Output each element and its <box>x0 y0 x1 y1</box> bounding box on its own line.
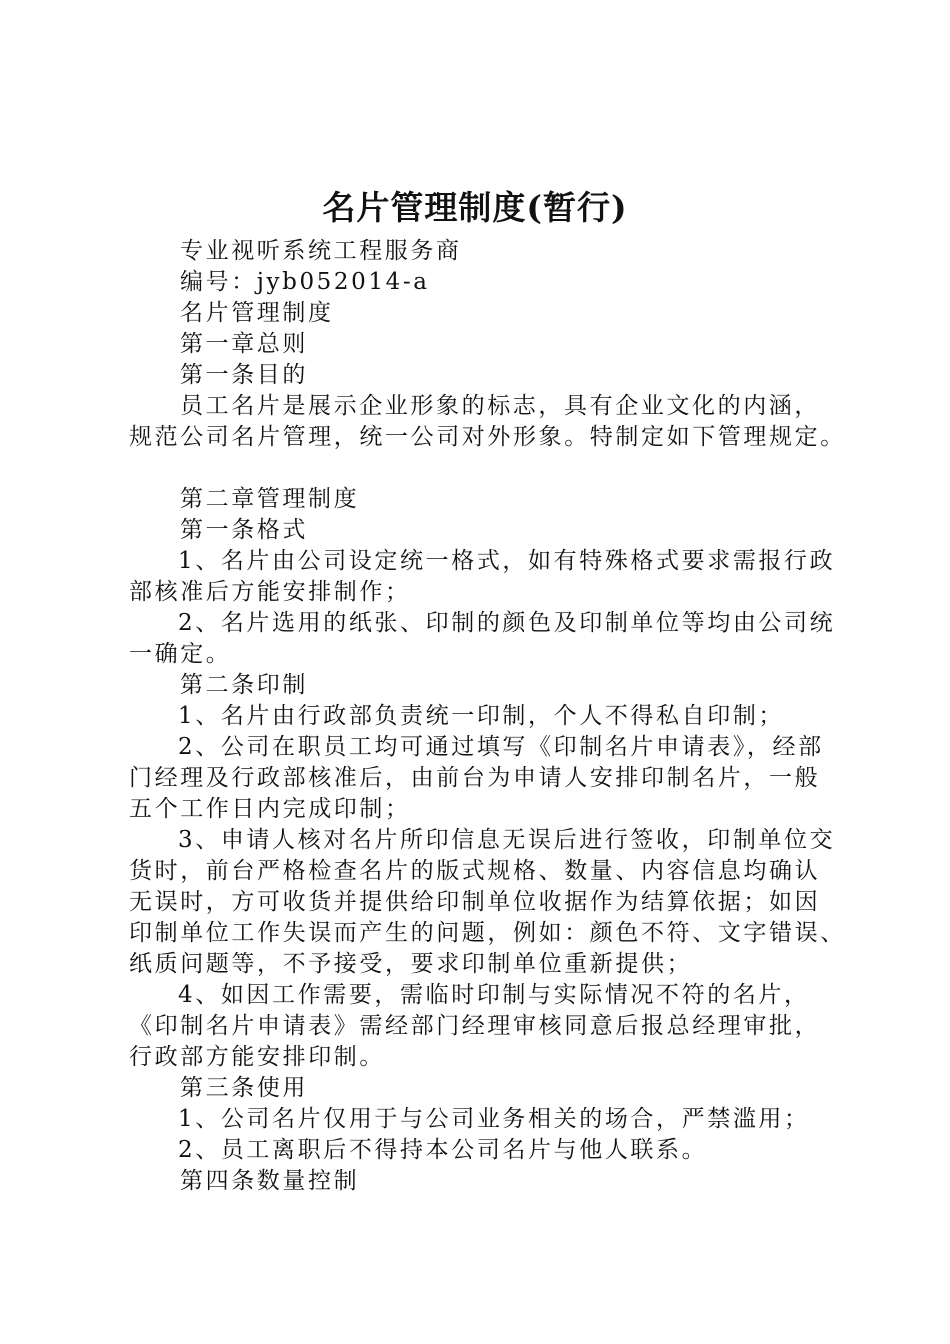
article-heading: 第二条印制 <box>180 672 308 698</box>
chapter-heading: 第一章总则 <box>180 331 308 357</box>
paragraph-line: 一确定。 <box>129 641 232 667</box>
paragraph-line: 《印制名片申请表》需经部门经理审核同意后报总经理审批， <box>129 1013 821 1039</box>
paragraph-line: 门经理及行政部核准后，由前台为申请人安排印制名片，一般 <box>129 765 821 791</box>
article-heading: 第一条目的 <box>180 362 308 388</box>
paragraph-line: 1、名片由行政部负责统一印制，个人不得私自印制； <box>178 703 785 729</box>
paragraph-line: 4、如因工作需要，需临时印制与实际情况不符的名片， <box>178 982 810 1008</box>
paragraph-line: 五个工作日内完成印制； <box>129 796 411 822</box>
chapter-heading: 第二章管理制度 <box>180 486 360 512</box>
paragraph-line: 3、申请人核对名片所印信息无误后进行签收，印制单位交 <box>178 827 836 853</box>
section-heading: 名片管理制度 <box>180 300 334 326</box>
paragraph-line: 无误时，方可收货并提供给印制单位收据作为结算依据；如因 <box>129 889 821 915</box>
document-title: 名片管理制度(暂行) <box>322 188 628 227</box>
company-tagline: 专业视听系统工程服务商 <box>180 238 462 264</box>
paragraph-line: 2、公司在职员工均可通过填写《印制名片申请表》，经部 <box>178 734 824 760</box>
paragraph-line: 1、名片由公司设定统一格式，如有特殊格式要求需报行政 <box>178 548 836 574</box>
paragraph-line: 2、员工离职后不得持本公司名片与他人联系。 <box>178 1137 708 1163</box>
article-heading: 第一条格式 <box>180 517 308 543</box>
paragraph-line: 1、公司名片仅用于与公司业务相关的场合，严禁滥用； <box>178 1106 810 1132</box>
paragraph-line: 行政部方能安排印制。 <box>129 1044 385 1070</box>
article-heading: 第三条使用 <box>180 1075 308 1101</box>
article-heading: 第四条数量控制 <box>180 1168 360 1194</box>
paragraph-line: 货时，前台严格检查名片的版式规格、数量、内容信息均确认 <box>129 858 821 884</box>
paragraph-line: 印制单位工作失误而产生的问题，例如：颜色不符、文字错误、 <box>129 920 846 946</box>
paragraph-line: 2、名片选用的纸张、印制的颜色及印制单位等均由公司统 <box>178 610 836 636</box>
paragraph-line: 规范公司名片管理，统一公司对外形象。特制定如下管理规定。 <box>129 424 846 450</box>
paragraph-line: 员工名片是展示企业形象的标志，具有企业文化的内涵， <box>180 393 820 419</box>
document-body <box>129 236 859 1197</box>
paragraph-gap <box>129 453 859 484</box>
paragraph-line: 纸质问题等，不予接受，要求印制单位重新提供； <box>129 951 693 977</box>
document-number: 编号：jyb052014-a <box>180 269 430 295</box>
paragraph-line: 部核准后方能安排制作； <box>129 579 411 605</box>
